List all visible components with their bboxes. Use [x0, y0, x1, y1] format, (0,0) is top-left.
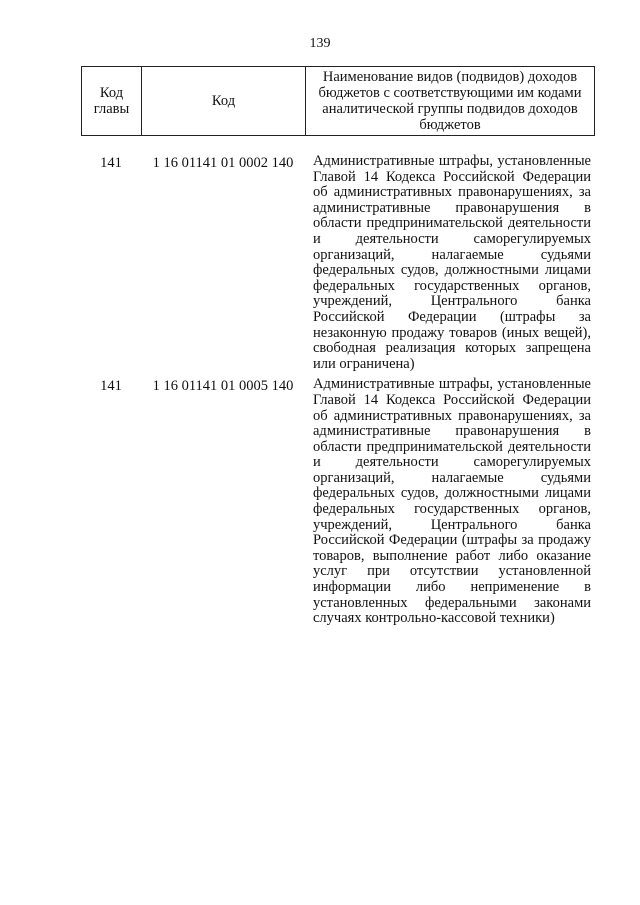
row-code: 1 16 01141 01 0005 140: [152, 378, 294, 395]
row-name: Административные штрафы, установленные Главой 14 Кодекса Российской Федерации об административных правонарушениях, за административные правонарушения в области предпринимательской деятельности и деятельности саморегулируемых организаций, налагаемые судьями федеральных судов, должностными лицами федеральных государственных органов, учреждений, Центрального банка Российской Федерации (штрафы за продажу товаров, выполнение работ либо оказание услуг при отсутствии установленной информации либо неприменение в установленных федеральными законами случаях контрольно-кассовой техники): [313, 376, 591, 627]
header-row: [82, 67, 595, 136]
table-row: [81, 375, 595, 627]
table-header: [81, 66, 595, 136]
row-chapter-code: 141: [100, 155, 122, 171]
header-code: Код: [142, 67, 306, 136]
table-row: [81, 152, 595, 372]
header-name: Наименование видов (подвидов) доходов бюджетов с соответствующими им кодами аналитической группы подвидов доходов бюджетов: [306, 67, 595, 136]
row-chapter-code: 141: [100, 378, 122, 395]
table-body: [81, 152, 595, 627]
header-chapter-code: Код главы: [82, 67, 142, 136]
row-name: Административные штрафы, установленные Главой 14 Кодекса Российской Федерации об административных правонарушениях, за административные правонарушения в области предпринимательской деятельности и деятельности саморегулируемых организаций, налагаемые судьями федеральных судов, должностными лицами федеральных государственных органов, учреждений, Центрального банка Российской Федерации (штрафы за незаконную продажу товаров (иных вещей), свободная реализация которых запрещена или ограничена): [313, 153, 591, 372]
row-code: 1 16 01141 01 0002 140: [152, 155, 294, 171]
page-number: 139: [309, 36, 331, 51]
